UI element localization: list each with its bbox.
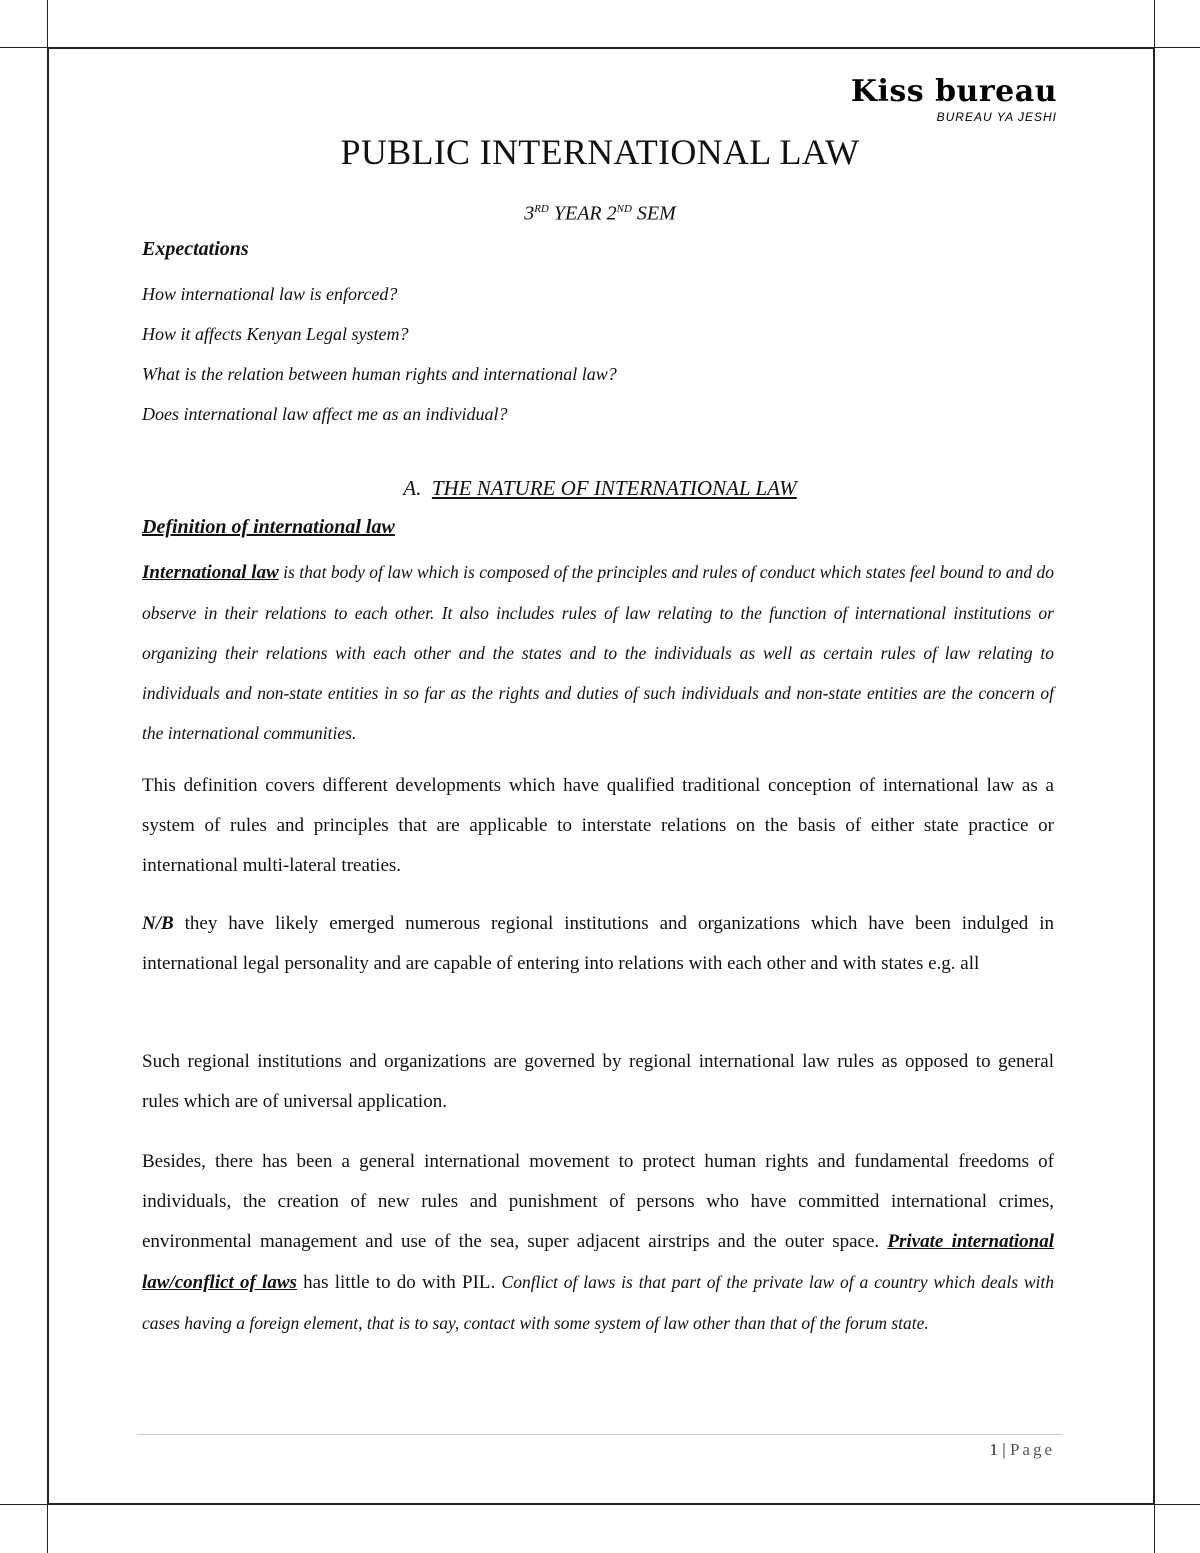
- year-number: 3: [524, 202, 535, 225]
- sem-word: SEM: [631, 202, 676, 225]
- document-subtitle: [0, 196, 1200, 227]
- crop-mark-top-right-h: [1155, 47, 1200, 48]
- crop-mark-bottom-left-v: [47, 1505, 48, 1553]
- paragraph-4: [142, 1142, 1054, 1344]
- expectation-item: What is the relation between human rights and international law?: [142, 364, 617, 384]
- expectation-item: How international law is enforced?: [142, 284, 398, 304]
- crop-mark-bottom-right-v: [1154, 1505, 1155, 1553]
- page-number: 1: [989, 1440, 999, 1459]
- expectations-list: [142, 274, 1054, 434]
- page-separator: |: [998, 1440, 1010, 1459]
- section-heading: [0, 474, 1200, 502]
- definition-text: is that body of law which is composed of the principles and rules of conduct which states feel bound to and do observe in their relations to each other. It also includes rules of law relating to the function of international institutions or organizing their relations with each other and the states and to the individuals as well as certain rules of law relating to individuals and non-state entities in so far as the rights and duties of such individuals and non-state entities are the concern of the international communities.: [142, 562, 1054, 743]
- private-law-term: Private international law/conflict of laws: [142, 1231, 1054, 1293]
- year-suffix: RD: [534, 203, 549, 215]
- footer-rule: [137, 1434, 1063, 1435]
- expectation-item: How it affects Kenyan Legal system?: [142, 324, 409, 344]
- nb-label: N/B: [142, 913, 174, 934]
- paragraph-1: This definition covers different developments which have qualified traditional conception of international law as a system of rules and principles that are applicable to interstate relations on the basis of either state practice or international multi-lateral treaties.: [142, 775, 1054, 876]
- crop-mark-top-left-h: [0, 47, 47, 48]
- paragraph-4-text-b: has little to do with PIL.: [296, 1272, 502, 1293]
- paragraph-2: [142, 904, 1054, 984]
- sem-suffix: ND: [616, 203, 632, 215]
- paragraph-4-text-c: Conflict of laws is that part of the private law of a country which deals with cases having a foreign element, that is to say, contact with some system of law other than that of the forum state.: [142, 1272, 1055, 1333]
- crop-mark-top-right-v: [1154, 0, 1155, 47]
- definition-heading: Definition of international law: [142, 516, 395, 538]
- document-title: PUBLIC INTERNATIONAL LAW: [340, 132, 860, 172]
- paragraph-2-text: they have likely emerged numerous regional institutions and organizations which have been indulged in international legal personality and are capable of entering into relations with each other and with states e.g. all: [142, 913, 1054, 974]
- year-word: YEAR 2: [548, 202, 617, 225]
- page-footer: [990, 1438, 1055, 1462]
- definition-paragraph: [142, 552, 1054, 753]
- logo: [851, 74, 1057, 124]
- crop-mark-bottom-left-h: [0, 1504, 47, 1505]
- section-letter: A.: [403, 476, 422, 500]
- paragraph-3: Such regional institutions and organizations are governed by regional international law rules as opposed to general rules which are of universal application.: [142, 1051, 1054, 1112]
- crop-mark-bottom-right-h: [1155, 1504, 1200, 1505]
- logo-tagline: BUREAU YA JESHI: [936, 110, 1057, 124]
- crop-mark-top-left-v: [47, 0, 48, 47]
- expectation-item: Does international law affect me as an individual?: [142, 404, 508, 424]
- definition-term: International law: [142, 562, 279, 583]
- paragraph-4-text-a: Besides, there has been a general international movement to protect human rights and fundamental freedoms of individuals, the creation of new rules and punishment of persons who have committed international crimes, environmental management and use of the sea, super adjacent airstrips and the outer space.: [142, 1151, 1054, 1252]
- page-label: Page: [1009, 1440, 1055, 1459]
- section-title: THE NATURE OF INTERNATIONAL LAW: [431, 476, 797, 500]
- logo-name: Kiss bureau: [850, 74, 1057, 109]
- expectations-heading: Expectations: [142, 238, 249, 260]
